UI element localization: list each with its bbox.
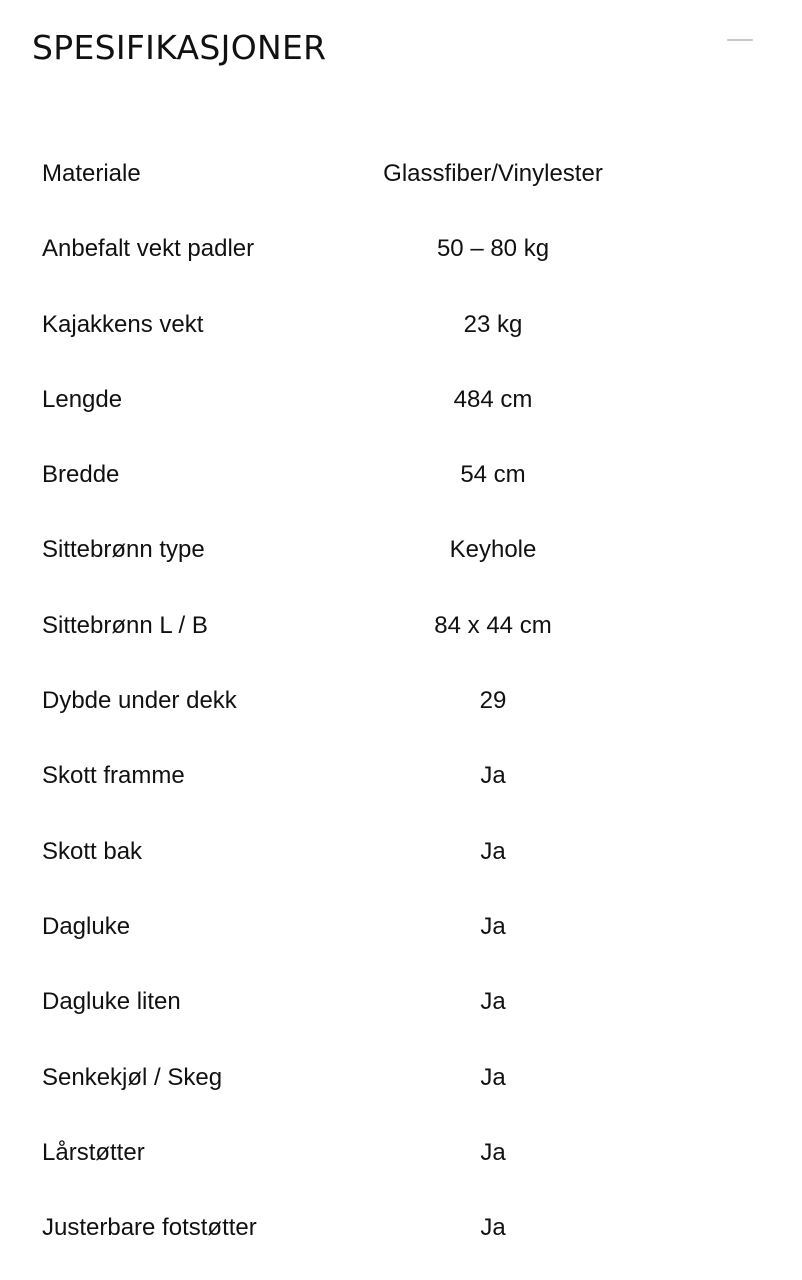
spec-value: Ja [480, 912, 506, 940]
spec-table [0, 137, 802, 1266]
spec-value: Glassfiber/Vinylester [383, 160, 603, 187]
spec-label: Bredde [42, 461, 120, 489]
spec-value: 54 cm [460, 461, 526, 489]
spec-row [0, 965, 802, 1040]
spec-label: Kajakkens vekt [42, 310, 204, 338]
spec-label: Justerbare fotstøtter [42, 1214, 257, 1242]
spec-label: Dagluke [42, 912, 131, 940]
minus-icon [727, 39, 753, 41]
spec-value: Ja [480, 1138, 506, 1166]
spec-value: 484 cm [453, 385, 533, 413]
spec-value: Ja [480, 1063, 506, 1091]
spec-row [0, 513, 802, 588]
spec-row [0, 890, 802, 965]
spec-row [0, 363, 802, 438]
spec-label: Lengde [42, 385, 123, 413]
spec-row [0, 288, 802, 363]
spec-value: 84 x 44 cm [434, 611, 552, 639]
spec-row [0, 664, 802, 739]
spec-value: 23 kg [463, 310, 523, 338]
spec-label: Skott framme [42, 762, 185, 790]
spec-row [0, 1191, 802, 1266]
section-header [0, 0, 802, 100]
spec-row [0, 815, 802, 890]
spec-row [0, 137, 802, 212]
spec-label: Sittebrønn type [42, 536, 205, 564]
spec-label: Sittebrønn L / B [42, 611, 208, 639]
spec-label: Dybde under dekk [42, 687, 237, 715]
spec-label: Senkekjøl / Skeg [42, 1063, 223, 1091]
spec-row [0, 438, 802, 513]
spec-label: Dagluke liten [42, 988, 181, 1016]
spec-value: Keyhole [449, 536, 537, 564]
spec-label: Anbefalt vekt padler [42, 235, 255, 263]
spec-label: Materiale [42, 160, 141, 187]
spec-row [0, 589, 802, 664]
spec-value: Ja [480, 988, 506, 1016]
spec-label: Lårstøtter [42, 1138, 145, 1166]
spec-value: Ja [480, 1214, 506, 1242]
spec-value: 29 [479, 687, 507, 715]
collapse-button[interactable] [722, 28, 758, 52]
spec-row [0, 212, 802, 287]
spec-value: 50 – 80 kg [436, 235, 550, 263]
spec-row [0, 1116, 802, 1191]
spec-value: Ja [480, 837, 506, 865]
spec-row [0, 739, 802, 814]
spec-label: Skott bak [42, 837, 143, 865]
spec-value: Ja [480, 762, 506, 790]
spec-row [0, 1041, 802, 1116]
section-title: SPESIFIKASJONER [32, 28, 327, 67]
